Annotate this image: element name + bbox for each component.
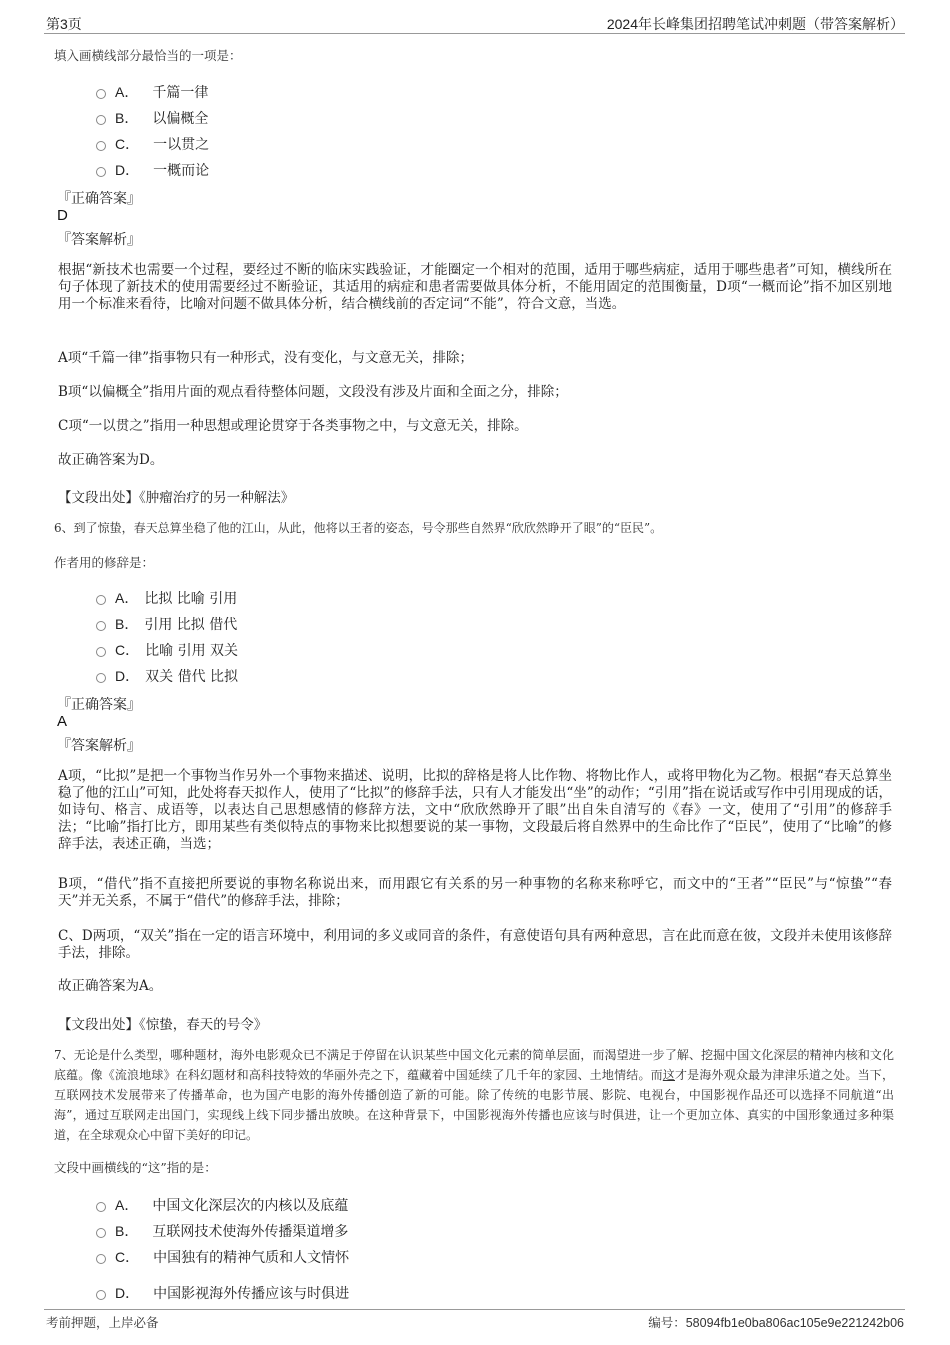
q6-analysis-conclusion: 故正确答案为A。 [58,978,163,994]
radio-button-icon[interactable] [96,1228,106,1238]
q5-option-a[interactable]: A． 千篇一律 [96,82,208,102]
q6-answer-label: 『正确答案』 [57,697,141,713]
radio-button-icon[interactable] [96,647,106,657]
footer-slogan: 考前押题，上岸必备 [46,1315,159,1330]
q6-option-d[interactable]: D． 双关 借代 比拟 [96,666,238,686]
q7-stem: 7、无论是什么类型，哪种题材，海外电影观众已不满足于停留在认识某些中国文化元素的简单层面，而渴望进一步了解、挖掘中国文化深层的精神内核和文化底蕴。像《流浪地球》在科幻题材和高科技特效的华丽外壳之下，蕴藏着中国延续了几千年的家园、土地情结。而这才是海外观众最为津津乐道之处。当下，互联网技术发展带来了传播革命，也为国产电影的海外传播创造了新的可能。除了传统的电影节展、影院、电视台，中国影视作品还可以选择不同航道“出海”，通过互联网走出国门，实现线上线下同步播出放映。在这种背景下，中国影视海外传播也应该与时俱进，让一个更加立体、真实的中国形象通过多种渠道，在全球观众心中留下美好的印记。 [54,1048,894,1142]
radio-button-icon[interactable] [96,621,106,631]
q7-option-a[interactable]: A． 中国文化深层次的内核以及底蕴 [96,1195,348,1215]
q5-prompt: 填入画横线部分最恰当的一项是： [54,48,242,63]
document-title: 2024年长峰集团招聘笔试冲刺题（带答案解析） [606,16,904,32]
q5-analysis-label: 『答案解析』 [57,232,141,248]
q5-answer-label: 『正确答案』 [57,191,141,207]
q6-analysis-cd: C、D两项，“双关”指在一定的语言环境中，利用词的多义或同音的条件，有意使语句具有两种意思，言在此而意在彼，文段并未使用该修辞手法，排除。 [58,928,892,961]
page-number: 第3页 [46,16,82,32]
q7-option-d[interactable]: D． 中国影视海外传播应该与时俱进 [96,1283,349,1303]
q6-option-c[interactable]: C． 比喻 引用 双关 [96,640,238,660]
q6-source: 【文段出处】《惊蛰，春天的号令》 [58,1017,268,1033]
radio-button-icon[interactable] [96,1202,106,1212]
q5-analysis-c: C项“一以贯之”指用一种思想或理论贯穿于各类事物之中，与文意无关，排除。 [58,418,528,434]
q5-analysis-main: 根据“新技术也需要一个过程，要经过不断的临床实践验证，才能圈定一个相对的范围，适用于哪些病症，适用于哪些患者”可知，横线所在句子体现了新技术的使用需要经过不断验证，其适用的病症和患者需要做具体分析，不能用固定的范围衡量，D项“一概而论”指不加区别地用一个标准来看待，比喻对问题不做具体分析，结合横线前的否定词“不能”，符合文意，当选。 [58,262,892,312]
radio-button-icon[interactable] [96,115,106,125]
radio-button-icon[interactable] [96,141,106,151]
q6-analysis-b: B项，“借代”指不直接把所要说的事物名称说出来，而用跟它有关系的另一种事物的名称来称呼它，而文中的“王者”“臣民”与“惊蛰”“春天”并无关系，不属于“借代”的修辞手法，排除； [58,876,892,909]
q6-prompt: 作者用的修辞是： [54,555,155,570]
q6-analysis-label: 『答案解析』 [57,738,141,754]
q5-option-b[interactable]: B． 以偏概全 [96,108,208,128]
q6-option-a[interactable]: A． 比拟 比喻 引用 [96,588,237,608]
footer-divider [44,1309,905,1310]
q7-option-c[interactable]: C． 中国独有的精神气质和人文情怀 [96,1247,349,1267]
q5-analysis-a: A项“千篇一律”指事物只有一种形式，没有变化，与文意无关，排除； [58,350,474,366]
radio-button-icon[interactable] [96,595,106,605]
q5-source: 【文段出处】《肿瘤治疗的另一种解法》 [58,490,295,506]
q5-option-d[interactable]: D． 一概而论 [96,160,209,180]
q6-option-b[interactable]: B． 引用 比拟 借代 [96,614,237,634]
q7-prompt: 文段中画横线的“这”指的是： [54,1160,217,1175]
q5-option-c[interactable]: C． 一以贯之 [96,134,209,154]
radio-button-icon[interactable] [96,1254,106,1264]
header-divider [44,33,905,34]
radio-button-icon[interactable] [96,89,106,99]
q6-answer: A [57,713,68,730]
underlined-word: 这 [662,1068,675,1082]
q6-stem: 6、到了惊蛰，春天总算坐稳了他的江山，从此，他将以王者的姿态，号令那些自然界“欣欣然睁开了眼”的“臣民”。 [54,521,663,535]
q7-option-b[interactable]: B． 互联网技术使海外传播渠道增多 [96,1221,348,1241]
footer-serial: 编号：58094fb1e0ba806ac105e9e221242b06 [648,1315,904,1330]
q5-analysis-b: B项“以偏概全”指用片面的观点看待整体问题，文段没有涉及片面和全面之分，排除； [58,384,568,400]
radio-button-icon[interactable] [96,167,106,177]
q6-analysis-a: A项，“比拟”是把一个事物当作另外一个事物来描述、说明，比拟的辞格是将人比作物、将物比作人，或将甲物化为乙物。根据“春天总算坐稳了他的江山”可知，此处将春天拟作人，使用了“比拟”的修辞手法，只有人才能发出“坐”的动作；“引用”指在说话或写作中引用现成的话，如诗句、格言、成语等，以表达自己思想感情的修辞方法，文中“欣欣然睁开了眼”出自朱自清写的《春》一文，使用了“引用”的修辞手法；“比喻”指打比方，即用某些有类似特点的事物来比拟想要说的某一事物，文段最后将自然界中的生命比作了“臣民”，使用了“比喻”的修辞手法，表述正确，当选； [58,768,892,852]
q5-analysis-conclusion: 故正确答案为D。 [58,452,164,468]
radio-button-icon[interactable] [96,673,106,683]
radio-button-icon[interactable] [96,1290,106,1300]
q5-answer: D [57,207,68,224]
